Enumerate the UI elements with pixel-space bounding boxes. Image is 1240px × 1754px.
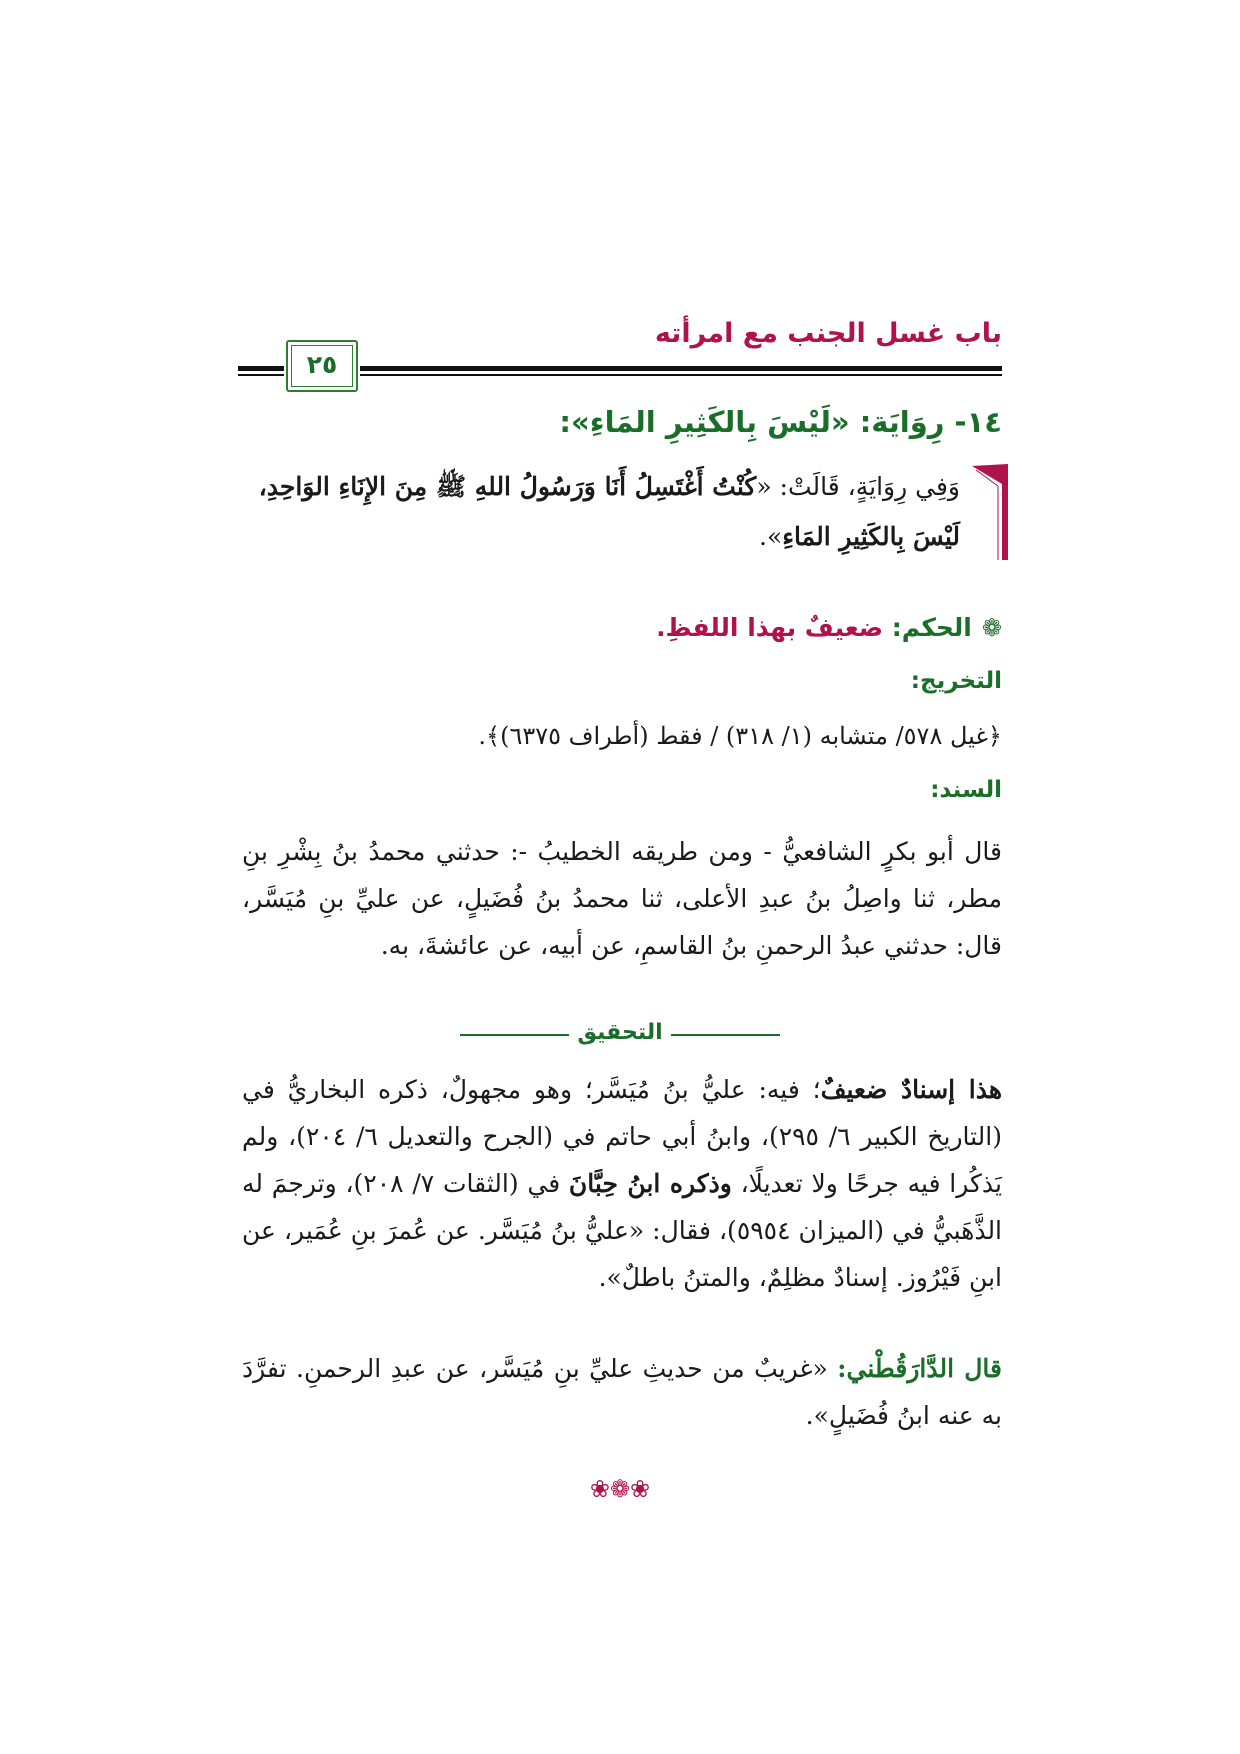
ibn-hibban-bold: وذكره ابنُ حِبَّانَ — [568, 1169, 732, 1198]
hadith-body-2: لَيْسَ بِالكَثِيرِ المَاءِ — [782, 522, 960, 551]
sanad-text: قال أبو بكرٍ الشافعيُّ - ومن طريقه الخطيبُ -: حدثني محمدُ بنُ بِشْرِ بنِ مطر، ثنا واصِلُ بنُ عبدِ الأعلى، ثنا محمدُ بنُ فُضَيلٍ، عن عليِّ بنِ مُيَسَّر، قال: حدثني عبدُ الرحمنِ بنُ القاسمِ، عن أبيه، عن عائشةَ، به. — [242, 837, 1002, 960]
tahqiq-p1-a: ؛ فيه: عليُّ بنُ مُيَسَّر؛ وهو مجهولٌ، ذكره البخاريُّ في (التاريخ الكبير ٦/ ٢٩٥)، وابنُ أبي حاتم في (الجرح والتعديل ٦/ ٢٠٤)، ولم يَذكُرا فيه جرحًا ولا تعديلًا، — [242, 1075, 1002, 1198]
header-rule-left-thin — [238, 374, 284, 376]
section-heading: ١٤- رِوَايَة: «لَيْسَ بِالكَثِيرِ المَاءِ»: — [559, 405, 1002, 439]
tahqiq-paragraph-2 — [242, 1345, 1002, 1439]
hadith-close: ». — [759, 522, 783, 551]
verdict-value: ضعيفٌ بهذا اللفظِ. — [656, 613, 884, 642]
tahqiq-divider — [460, 1020, 780, 1050]
hadith-body-1: كُنْتُ أَغْتَسِلُ أَنَا وَرَسُولُ اللهِ ﷺ مِنَ الإِنَاءِ الوَاحِدِ، — [258, 472, 757, 501]
hadith-intro: وَفِي رِوَايَةٍ، قَالَتْ: « — [756, 472, 960, 501]
divider-label: التحقيق — [569, 1020, 670, 1045]
isnad-weak-bold: هذا إسنادٌ ضعيفٌ — [820, 1075, 1002, 1104]
tahqiq-p1-b: في (الثقات ٧/ ٢٠٨)، وترجمَ له الذَّهَبيُّ في (الميزان ٥٩٥٤)، فقال: «عليُّ بنُ مُيَسَّر. عن عُمرَ بنِ عُمَير، عن ابنِ فَيْرُوز. إسنادٌ مظلِمٌ، والمتنُ باطلٌ». — [242, 1169, 1003, 1292]
daraqutni-label: قال الدَّارَقُطْني: — [837, 1354, 1002, 1383]
flower-icon: ❁ — [981, 614, 1002, 642]
page-number-frame — [286, 340, 358, 392]
header-rule-thin — [360, 374, 1002, 376]
verdict-line — [242, 613, 1002, 642]
header-rule-left-thick — [238, 366, 284, 371]
sanad-heading: السند: — [930, 777, 1002, 803]
verdict-label: الحكم: — [891, 613, 972, 642]
tahqiq-paragraph-1 — [242, 1066, 1002, 1301]
corner-ornament-icon — [968, 464, 1008, 560]
end-ornament-icon: ❀❁❀ — [589, 1475, 651, 1503]
hadith-text — [240, 462, 960, 562]
daraqutni-text: «غريبٌ من حديثِ عليِّ بنِ مُيَسَّر، عن عبدِ الرحمنِ. تفرَّدَ به عنه ابنُ فُضَيلٍ». — [242, 1354, 1002, 1430]
divider-label-wrap — [460, 1020, 780, 1045]
takhrij-text: ﴿غيل ٥٧٨/ متشابه (١/ ٣١٨) / فقط (أطراف ٦٣٧٥)﴾. — [478, 722, 1002, 750]
header-rule-thick — [360, 366, 1002, 371]
running-title: باب غسل الجنب مع امرأته — [654, 318, 1002, 349]
page-number: ٢٥ — [306, 350, 338, 379]
takhrij-heading: التخريج: — [910, 668, 1002, 694]
